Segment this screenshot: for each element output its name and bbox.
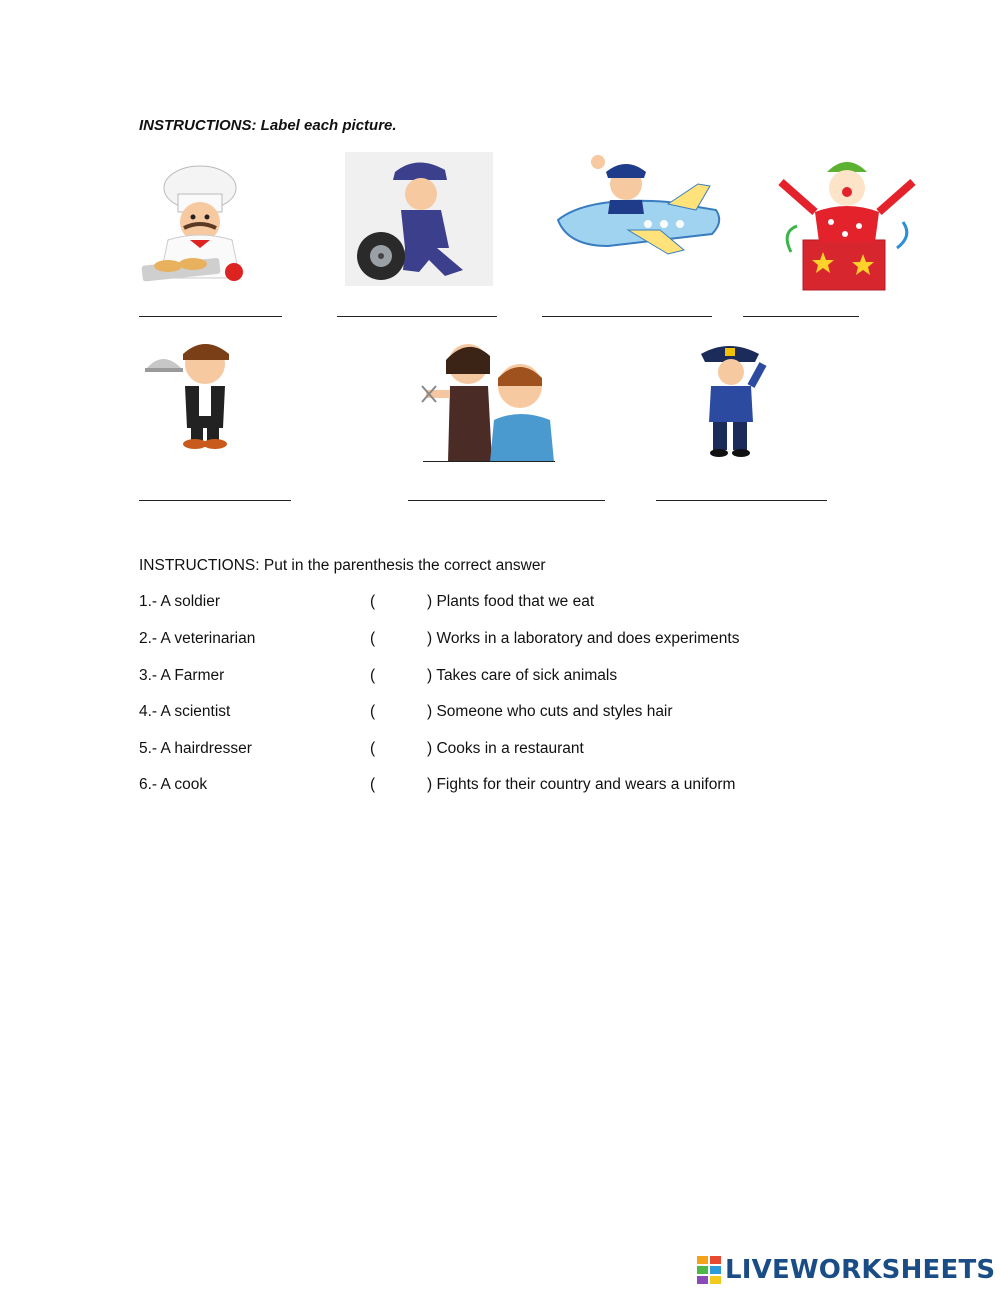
label-instructions: INSTRUCTIONS: Label each picture. [139, 117, 397, 134]
matching-term: 2.- A veterinarian [139, 630, 256, 647]
matching-term: 4.- A scientist [139, 703, 231, 720]
matching-row [139, 667, 839, 689]
matching-definition: ) Cooks in a restaurant [427, 740, 584, 757]
matching-row [139, 740, 839, 762]
answer-line-7[interactable] [656, 500, 827, 501]
matching-term: 6.- A cook [139, 776, 208, 793]
matching-definition: ) Plants food that we eat [427, 593, 595, 610]
matching-term: 1.- A soldier [139, 593, 220, 610]
matching-term: 5.- A hairdresser [139, 740, 252, 757]
matching-definition: ) Someone who cuts and styles hair [427, 703, 673, 720]
matching-row [139, 776, 839, 798]
matching-row [139, 593, 839, 615]
matching-definition: ) Takes care of sick animals [427, 667, 618, 684]
liveworksheets-logo[interactable] [697, 1254, 995, 1286]
answer-parenthesis[interactable]: ( [370, 740, 376, 757]
liveworksheets-logo-text: LIVEWORKSHEETS [725, 1255, 996, 1285]
answer-parenthesis[interactable]: ( [370, 776, 376, 793]
matching-term: 3.- A Farmer [139, 667, 225, 684]
matching-row [139, 703, 839, 725]
matching-instructions: INSTRUCTIONS: Put in the parenthesis the correct answer [139, 557, 546, 574]
answer-line-1[interactable] [139, 316, 282, 317]
answer-line-5[interactable] [139, 500, 291, 501]
matching-definition: ) Works in a laboratory and does experiments [427, 630, 740, 647]
matching-definition: ) Fights for their country and wears a uniform [427, 776, 736, 793]
answer-line-6[interactable] [408, 500, 605, 501]
answer-parenthesis[interactable]: ( [370, 593, 376, 610]
clown-picture [771, 152, 921, 292]
pilot-picture [548, 150, 728, 262]
answer-parenthesis[interactable]: ( [370, 703, 376, 720]
waiter-picture [143, 338, 243, 450]
mechanic-picture [345, 152, 493, 286]
chef-picture [138, 160, 260, 290]
matching-row [139, 630, 839, 652]
answer-parenthesis[interactable]: ( [370, 630, 376, 647]
answer-line-3[interactable] [542, 316, 712, 317]
police-officer-picture [697, 340, 767, 458]
image-underline [423, 461, 555, 462]
answer-line-2[interactable] [337, 316, 497, 317]
answer-parenthesis[interactable]: ( [370, 667, 376, 684]
answer-line-4[interactable] [743, 316, 859, 317]
hairdresser-picture [420, 334, 558, 464]
liveworksheets-logo-icon [697, 1256, 721, 1284]
